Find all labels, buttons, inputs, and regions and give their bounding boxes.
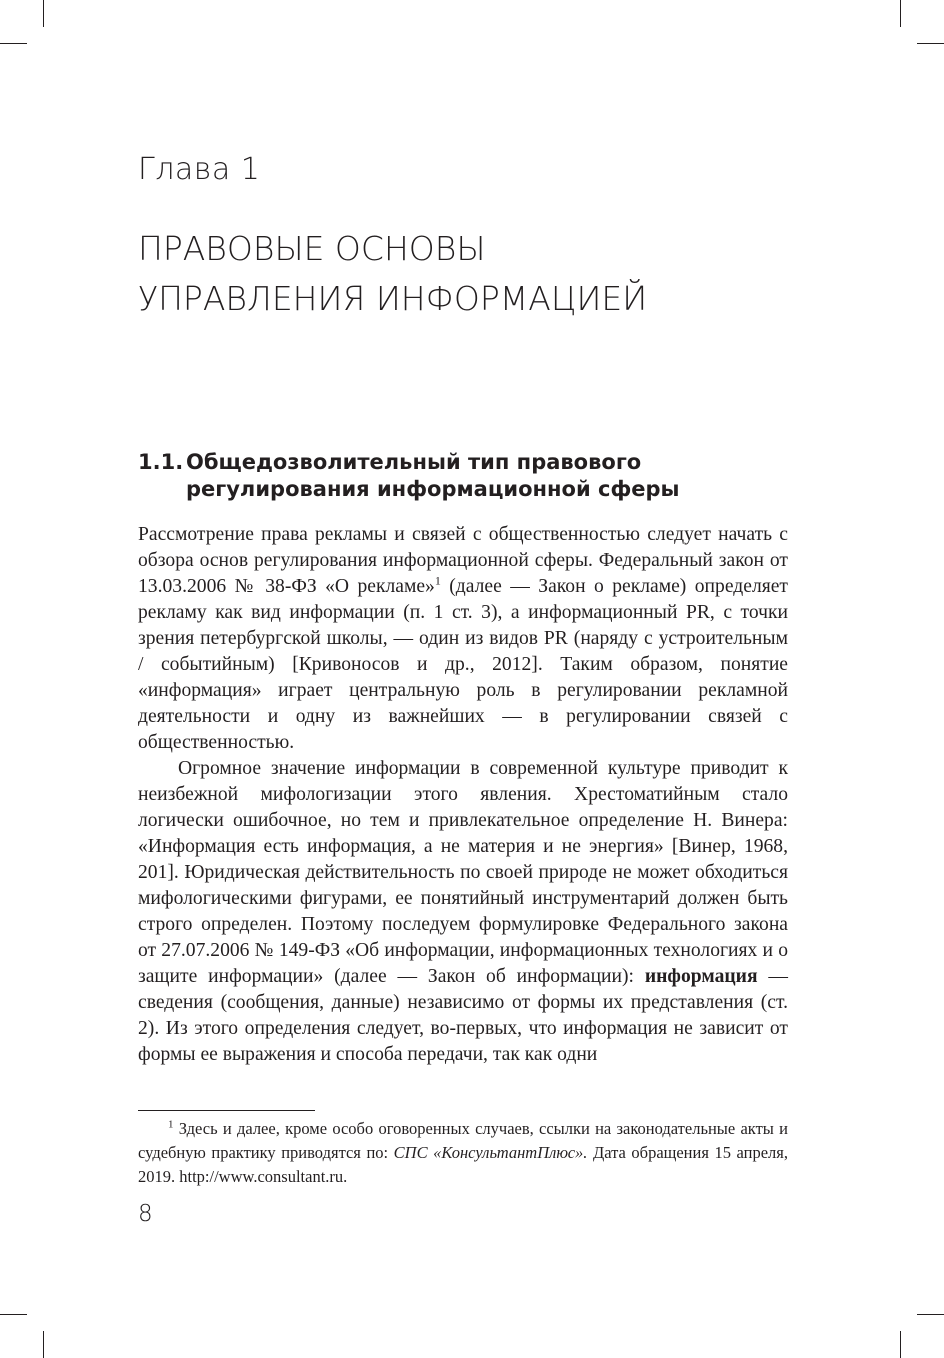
- footnote-text-after: Дата обращения 15 апреля, 2019. http://www.consultant.ru.: [138, 1143, 788, 1186]
- section-number: 1.1.: [138, 450, 184, 474]
- crop-mark-bottom-left-vertical: [43, 1331, 44, 1358]
- crop-mark-top-right-horizontal: [917, 43, 944, 44]
- footnote-marker: 1: [168, 1118, 174, 1131]
- section-heading: [138, 449, 788, 503]
- footnote-text-before: Здесь и далее, кроме особо оговоренных случаев, ссылки на законодательные акты и судебную практику приводятся по:: [138, 1119, 788, 1162]
- paragraph-2: [138, 756, 788, 1068]
- paragraph-1-part-1: Рассмотрение права рекламы и связей с общественностью следует начать с обзора основ регулирования информационной сферы. Федеральный закон от 13.03.2006 № 38-ФЗ «О рекламе»: [138, 524, 788, 597]
- crop-mark-bottom-right-horizontal: [917, 1314, 944, 1315]
- crop-mark-top-left-horizontal: [0, 43, 27, 44]
- crop-mark-top-left-vertical: [43, 0, 44, 27]
- page-number: 8: [138, 1201, 153, 1227]
- crop-mark-bottom-left-horizontal: [0, 1314, 27, 1315]
- footnote-source: СПС «КонсультантПлюс».: [393, 1143, 588, 1162]
- chapter-title: [138, 224, 788, 324]
- paragraph-1-part-2: (далее — Закон о рекламе) определяет рекламу как вид информации (п. 1 ст. 3), а информационный PR, с точки зрения петербургской школы, — один из видов PR (наряду с устроительным / событийным) [Кривоносов и др., 2012]. Таким образом, понятие «информация» играет центральную роль в регулировании рекламной деятельности и одну из важнейших — в регулировании связей с общественностью.: [138, 576, 788, 753]
- section-heading-line-1: [138, 449, 788, 476]
- footnote-reference: 1: [434, 573, 441, 588]
- paragraph-2-part-1: Огромное значение информации в современной культуре приводит к неизбежной мифологизации этого явления. Хрестоматийным стало логически ошибочное, но тем и привлекательное определение Н. Винера: «Информация есть информация, а не материя и не энергия» [Винер, 1968, 201]. Юридическая действительность по своей природе не может обходиться мифологическими фигурами, ее понятийный инструментарий должен быть строго определен. Поэтому последуем формулировке Федерального закона от 27.07.2006 № 149-ФЗ «Об информации, информационных технологиях и о защите информации» (далее — Закон об информации):: [138, 758, 788, 987]
- chapter-title-line-1: ПРАВОВЫЕ ОСНОВЫ: [138, 229, 486, 268]
- crop-mark-top-right-vertical: [900, 0, 901, 27]
- crop-mark-bottom-right-vertical: [900, 1331, 901, 1358]
- chapter-label: Глава 1: [138, 152, 261, 187]
- paragraph-1: [138, 522, 788, 756]
- defined-term: информация: [644, 966, 758, 987]
- section-title-line-2: регулирования информационной сферы: [186, 477, 680, 501]
- footnote-text: [138, 1117, 788, 1189]
- section-title-line-1: Общедозволительный тип правового: [186, 450, 642, 474]
- paragraph-2-part-2: — сведения (сообщения, данные) независимо от формы их представления (ст. 2). Из этого определения следует, во-первых, что информация не зависит от формы ее выражения и способа передачи, так как одни: [138, 966, 788, 1065]
- chapter-title-line-2: УПРАВЛЕНИЯ ИНФОРМАЦИЕЙ: [138, 279, 648, 318]
- footnote-divider: [138, 1110, 315, 1111]
- footnote: [138, 1117, 788, 1189]
- body-text: [138, 522, 788, 1068]
